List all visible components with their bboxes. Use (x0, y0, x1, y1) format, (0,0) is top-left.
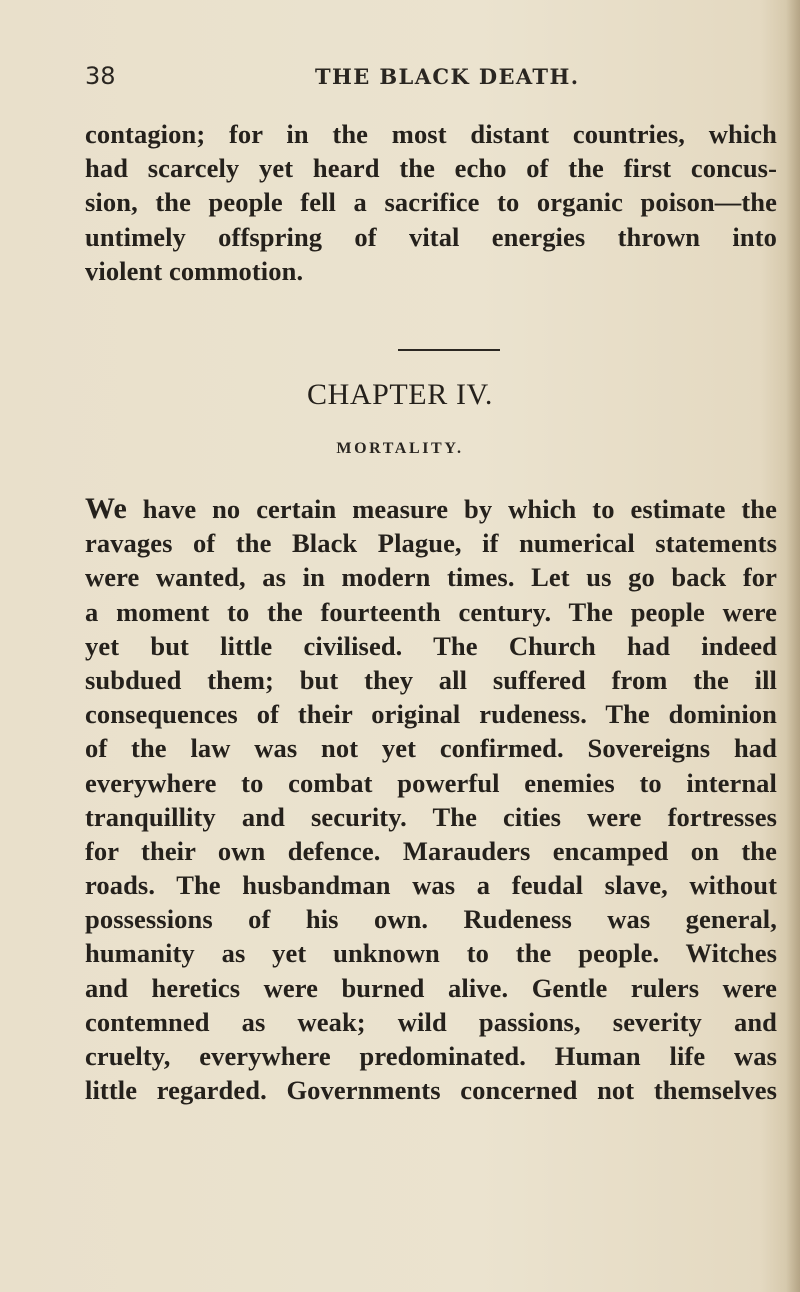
page-number: 38 (85, 62, 116, 90)
text-line: cruelty, everywhere predominated. Human life was (85, 1041, 777, 1071)
text-line: and heretics were burned alive. Gentle rulers were (85, 972, 777, 1003)
text-line: contagion; for in the most distant countries, which (85, 119, 777, 149)
text-line: sion, the people fell a sacrifice to organic poison—the (85, 187, 777, 218)
text-line: for their own defence. Marauders encamped on the (85, 835, 777, 866)
text-line: were wanted, as in modern times. Let us go back for (85, 562, 777, 593)
text-line: everywhere to combat powerful enemies to internal (85, 767, 777, 798)
chapter-subtitle: MORTALITY. (336, 440, 464, 457)
running-head: THE BLACK DEATH. (315, 64, 580, 89)
text-line: untimely offspring of vital energies thrown into (85, 221, 777, 252)
text-line: tranquillity and security. The cities were fortresses (85, 801, 777, 832)
text-line: had scarcely yet heard the echo of the first concus- (85, 153, 777, 184)
first-line-rest: have no certain measure by which to estimate the (126, 494, 777, 524)
text-line: roads. The husbandman was a feudal slave, without (85, 870, 777, 901)
text-line: of the law was not yet confirmed. Sovereigns had (85, 733, 777, 764)
text-line: possessions of his own. Rudeness was general, (85, 904, 777, 935)
main-paragraph (85, 492, 777, 1107)
text-line: violent commotion. (85, 255, 304, 286)
opening-word: We (85, 492, 127, 525)
text-line: a moment to the fourteenth century. The people were (85, 596, 777, 627)
section-divider-rule (398, 349, 500, 351)
text-line-first (85, 492, 777, 526)
text-line: little regarded. Governments concerned not themselves (85, 1075, 777, 1106)
intro-paragraph (85, 117, 777, 288)
text-line: consequences of their original rudeness. The dominion (85, 699, 777, 730)
text-line: yet but little civilised. The Church had indeed (85, 630, 777, 661)
text-line: humanity as yet unknown to the people. Witches (85, 938, 777, 969)
text-line: ravages of the Black Plague, if numerical statements (85, 528, 777, 559)
text-line: contemned as weak; wild passions, severity and (85, 1006, 777, 1037)
text-line: subdued them; but they all suffered from the ill (85, 664, 777, 695)
page-header (85, 62, 775, 92)
chapter-title: CHAPTER IV. (306, 378, 494, 411)
page-edge-shadow (786, 0, 800, 1292)
